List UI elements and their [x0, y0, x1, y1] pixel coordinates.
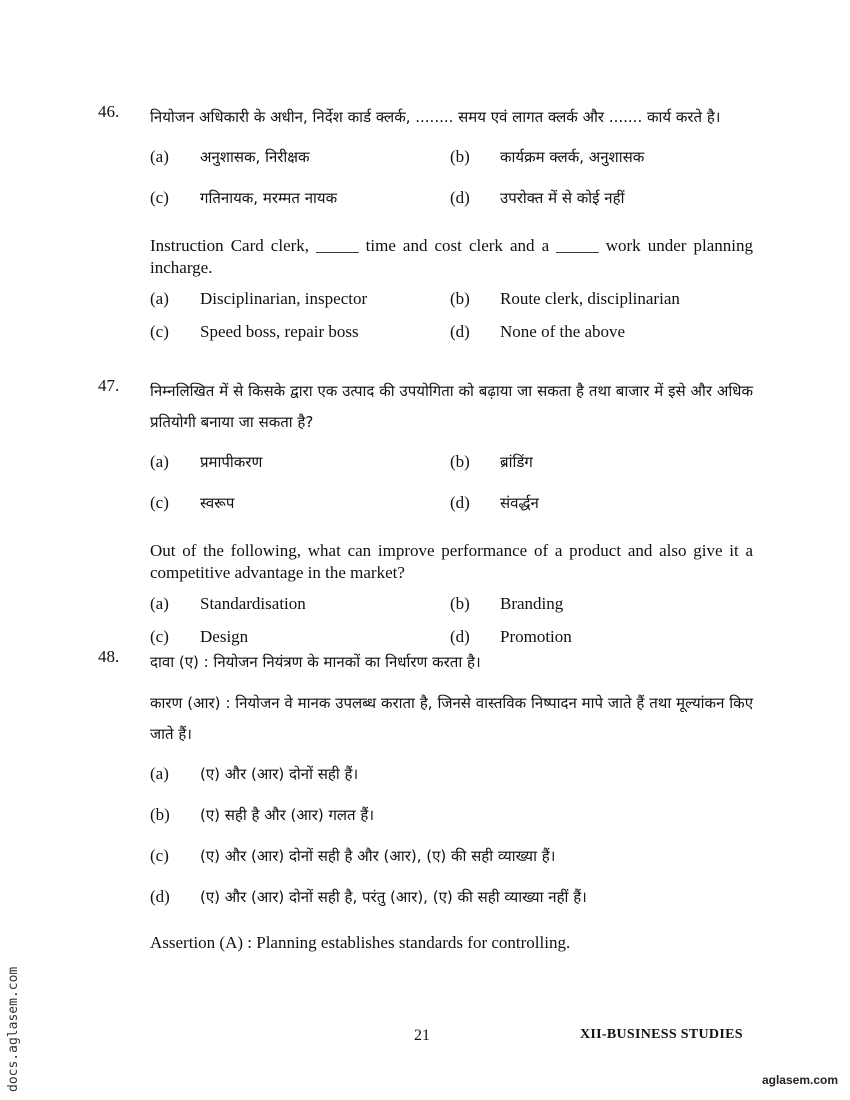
hindi-options: [150, 446, 753, 528]
option-text: (ए) और (आर) दोनों सही है और (आर), (ए) की सही व्याख्या हैं।: [200, 847, 556, 865]
option-label: (c): [150, 188, 169, 207]
question-text-english: Out of the following, what can improve performance of a product and also give it a competitive advantage in the market?: [150, 541, 753, 582]
option-label: (b): [150, 805, 170, 824]
option-text: Route clerk, disciplinarian: [500, 289, 680, 308]
option-label: (b): [450, 147, 470, 166]
side-watermark: docs.aglasem.com: [6, 966, 21, 1092]
subject-footer: XII-BUSINESS STUDIES: [580, 1027, 743, 1042]
corner-watermark[interactable]: aglasem.com: [761, 1073, 838, 1087]
assertion-english: Assertion (A) : Planning establishes standards for controlling.: [150, 933, 571, 952]
page-number: 21: [414, 1027, 430, 1044]
question-text-english: Instruction Card clerk, _____ time and cost clerk and a _____ work under planning incharge.: [150, 236, 753, 277]
option-label: (b): [450, 452, 470, 471]
option-text: None of the above: [500, 322, 626, 341]
option-label: (a): [150, 452, 169, 471]
option-label: (d): [450, 493, 470, 512]
option-label: (a): [150, 594, 169, 613]
option-label: (d): [150, 887, 170, 906]
option-text: (ए) सही है और (आर) गलत हैं।: [200, 806, 375, 824]
question-46: [98, 102, 753, 351]
option-text: कार्यक्रम क्लर्क, अनुशासक: [500, 148, 645, 166]
question-number: 48.: [98, 647, 120, 666]
option-label: (b): [450, 594, 470, 613]
option-text: Disciplinarian, inspector: [200, 289, 368, 308]
option-label: (a): [150, 147, 169, 166]
hindi-options: [150, 756, 753, 920]
question-48: [98, 647, 753, 954]
option-label: (c): [150, 322, 169, 341]
option-label: (c): [150, 846, 169, 865]
english-options: [150, 287, 753, 351]
reason-hindi: कारण (आर) : नियोजन वे मानक उपलब्ध कराता है, जिनसे वास्तविक निष्पादन मापे जाते हैं तथा मूल्यांकन किए जाते हैं।: [150, 694, 753, 743]
option-text: अनुशासक, निरीक्षक: [200, 148, 310, 166]
question-47: [98, 376, 753, 656]
option-label: (a): [150, 764, 169, 783]
option-label: (d): [450, 322, 470, 341]
question-number: 47.: [98, 376, 120, 395]
option-text: प्रमापीकरण: [200, 453, 263, 471]
option-text: Branding: [500, 594, 564, 613]
question-text-hindi: नियोजन अधिकारी के अधीन, निर्देश कार्ड क्लर्क, ........ समय एवं लागत क्लर्क और ....... कार्य करते है।: [150, 108, 721, 126]
option-label: (b): [450, 289, 470, 308]
option-label: (d): [450, 188, 470, 207]
option-text: उपरोक्त में से कोई नहीं: [500, 189, 625, 207]
question-number: 46.: [98, 102, 120, 121]
option-text: Design: [200, 627, 249, 646]
option-text: (ए) और (आर) दोनों सही है, परंतु (आर), (ए) की सही व्याख्या नहीं हैं।: [200, 888, 587, 906]
option-label: (a): [150, 289, 169, 308]
hindi-options: [150, 141, 753, 223]
option-label: (d): [450, 627, 470, 646]
option-text: स्वरूप: [200, 494, 235, 512]
option-text: Standardisation: [200, 594, 306, 613]
option-text: ब्रांडिंग: [500, 453, 533, 471]
option-text: संवर्द्धन: [500, 494, 539, 512]
option-label: (c): [150, 493, 169, 512]
option-text: Speed boss, repair boss: [200, 322, 359, 341]
option-text: गतिनायक, मरम्मत नायक: [200, 189, 338, 207]
option-text: (ए) और (आर) दोनों सही हैं।: [200, 765, 359, 783]
question-text-hindi: निम्नलिखित में से किसके द्वारा एक उत्पाद की उपयोगिता को बढ़ाया जा सकता है तथा बाजार में इसे और अधिक प्रतियोगी बनाया जा सकता है?: [150, 382, 753, 431]
option-label: (c): [150, 627, 169, 646]
option-text: Promotion: [500, 627, 572, 646]
assertion-hindi: दावा (ए) : नियोजन नियंत्रण के मानकों का निर्धारण करता है।: [150, 653, 481, 671]
